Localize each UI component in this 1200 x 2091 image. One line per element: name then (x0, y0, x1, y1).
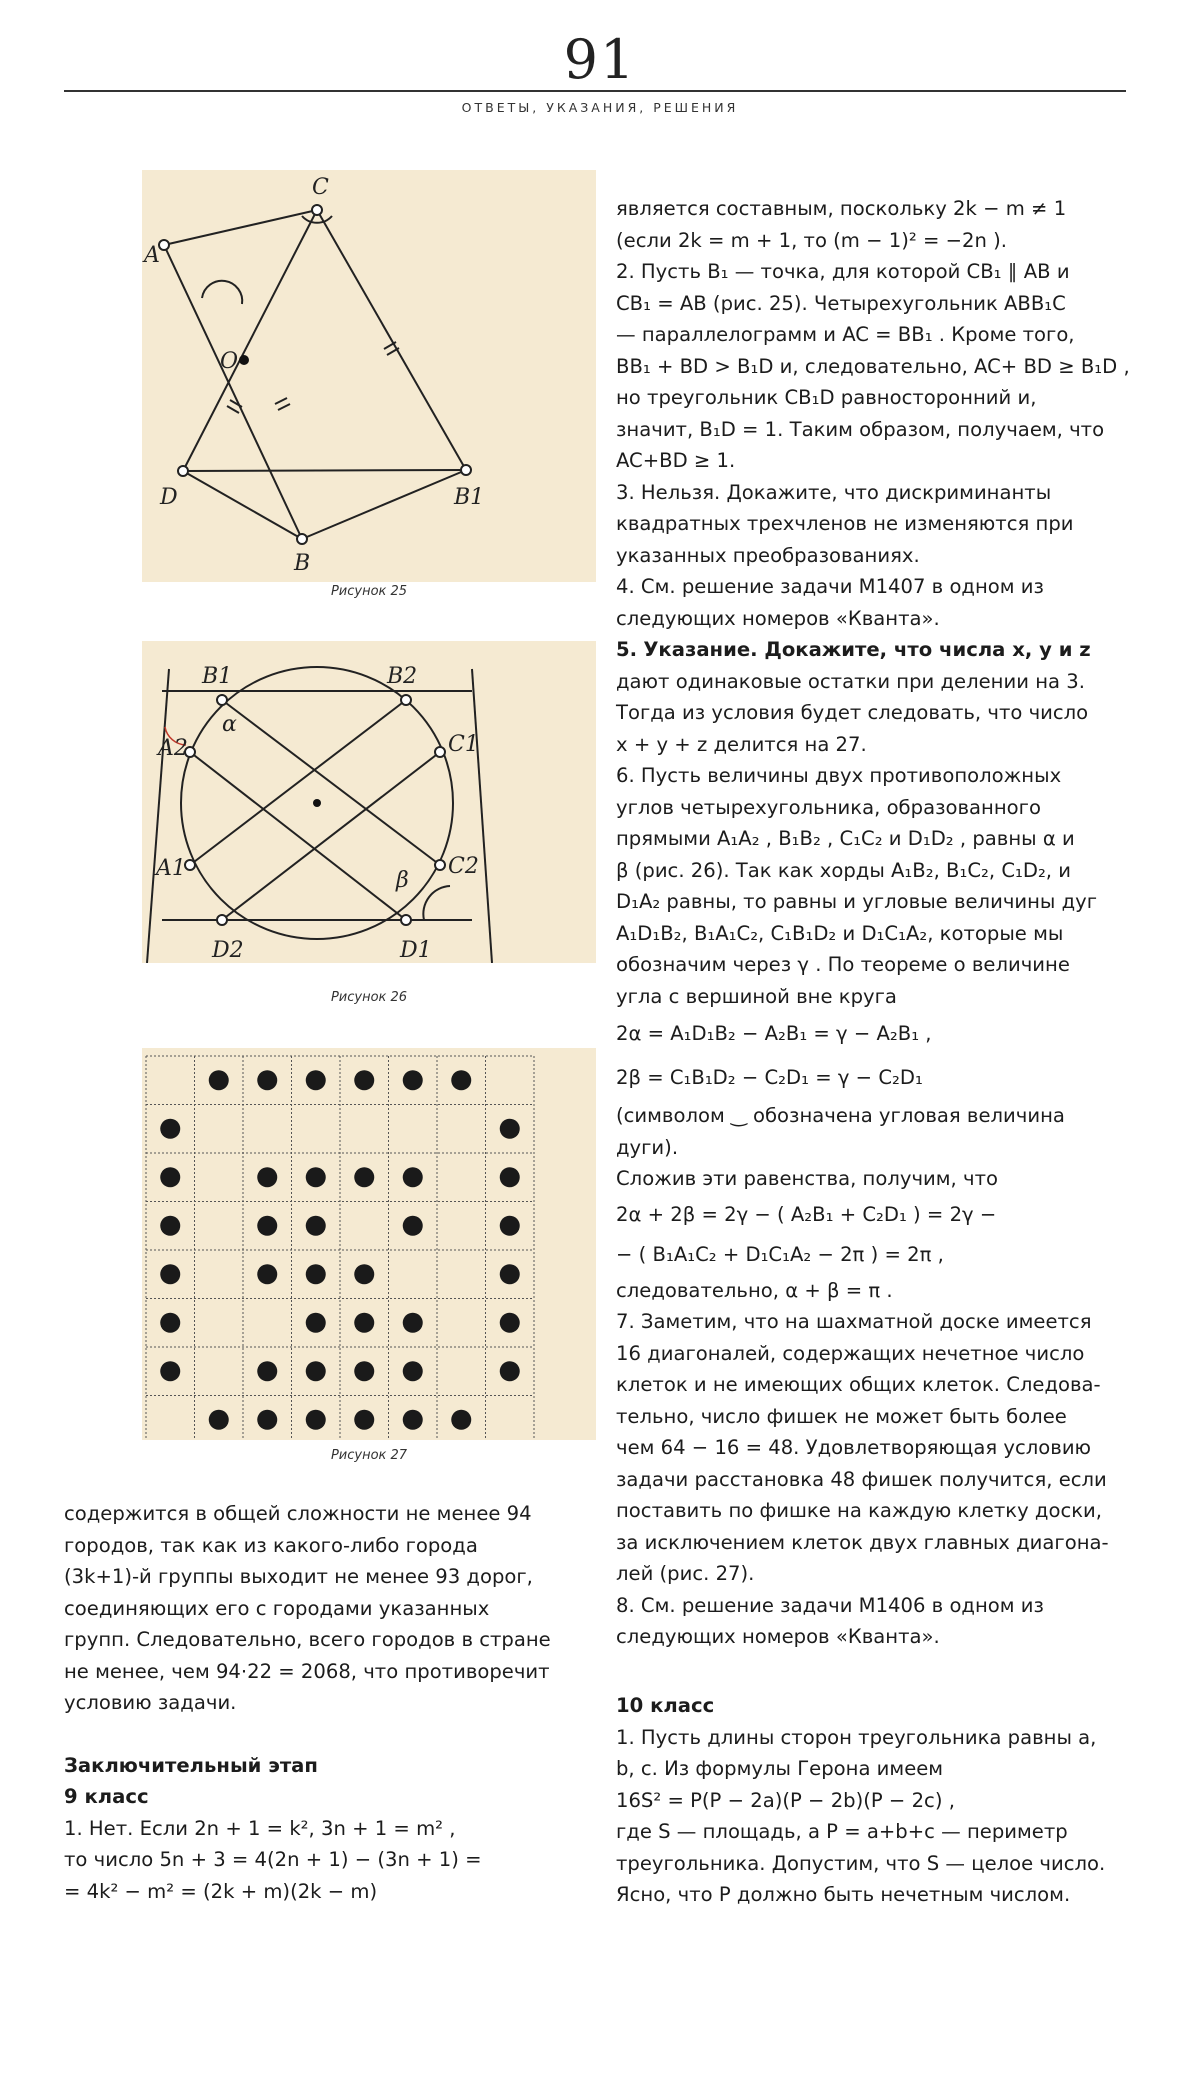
class-title: 10 класс (616, 1694, 715, 1717)
chip (306, 1070, 326, 1090)
text-line: (3k+1)-й группы выходит не менее 93 дорог, (64, 1565, 533, 1588)
text-line: лей (рис. 27). (616, 1562, 755, 1585)
chip (209, 1410, 229, 1430)
label-b: B (294, 551, 311, 576)
figure-25 (142, 170, 596, 582)
label-d1: D1 (400, 938, 432, 963)
text-line: D₁A₂ равны, то равны и угловые величины дуг (616, 890, 1098, 913)
figure-27-board (142, 1048, 596, 1440)
text-line: 2. Пусть B₁ — точка, для которой CB₁ ∥ AB и (616, 260, 1070, 283)
chip (500, 1361, 520, 1381)
text-line: угла с вершиной вне круга (616, 984, 897, 1008)
point-b1 (461, 465, 471, 475)
text-line: дуги). (616, 1135, 679, 1159)
text-line: квадратных трехчленов не изменяются при (616, 512, 1074, 535)
chip (257, 1216, 277, 1236)
figure-26 (142, 641, 596, 963)
text-line: клеток и не имеющих общих клеток. Следова- (616, 1373, 1101, 1396)
text-line: прямыми A₁A₂ , B₁B₂ , C₁C₂ и D₁D₂ , равны α и (616, 827, 1075, 850)
header-rule (64, 90, 1126, 92)
page-number: 91 (563, 28, 637, 91)
chip (354, 1361, 374, 1381)
text-line-hint (616, 634, 1136, 666)
text-line: но треугольник CB₁D равносторонний и, (616, 386, 1037, 409)
text-line: — параллелограмм и AC = BB₁ . Кроме того, (616, 323, 1075, 346)
chip (306, 1410, 326, 1430)
text-line: (символом ‿ обозначена угловая величина (616, 1104, 1065, 1127)
text-line: указанных преобразованиях. (616, 543, 920, 567)
text-line: 8. См. решение задачи М1406 в одном из (616, 1593, 1044, 1617)
text-line: значит, B₁D = 1. Таким образом, получаем, что (616, 417, 1105, 441)
label-beta: β (396, 868, 409, 893)
text-line: CB₁ = AB (рис. 25). Четырехугольник ABB₁C (616, 291, 1066, 315)
chip (160, 1167, 180, 1187)
point-a (159, 240, 169, 250)
chip (403, 1410, 423, 1430)
text-line: дают одинаковые остатки при делении на 3. (616, 669, 1085, 693)
chip (209, 1070, 229, 1090)
label-alpha: α (222, 712, 237, 737)
text-line: 6. Пусть величины двух противоположных (616, 764, 1062, 787)
chip (257, 1167, 277, 1187)
chip (160, 1216, 180, 1236)
text-line: 4. См. решение задачи М1407 в одном из (616, 575, 1044, 598)
chip (257, 1070, 277, 1090)
text-line: Тогда из условия будет следовать, что число (616, 701, 1089, 724)
text-line: является составным, поскольку 2k − m ≠ 1 (616, 197, 1067, 220)
chip (160, 1264, 180, 1284)
text-line: за исключением клеток двух главных диагона- (616, 1530, 1109, 1554)
text-line: чем 64 − 16 = 48. Удовлетворяющая условию (616, 1436, 1092, 1459)
label-c1: C1 (448, 732, 479, 757)
chip (306, 1264, 326, 1284)
text-line: = 4k² − m² = (2k + m)(2k − m) (64, 1879, 378, 1903)
figure-26-drawing (142, 641, 596, 963)
point-c (312, 205, 322, 215)
point-b (297, 534, 307, 544)
label-b1: B1 (454, 485, 485, 510)
chip (160, 1313, 180, 1333)
chip (257, 1264, 277, 1284)
chip (257, 1361, 277, 1381)
text-line: BB₁ + BD > B₁D и, следовательно, AC+ BD ≥ B₁D , (616, 354, 1130, 378)
chip (306, 1313, 326, 1333)
chip (500, 1119, 520, 1139)
text-line: A₁D₁B₂, B₁A₁C₂, C₁B₁D₂ и D₁C₁A₂, которые мы (616, 921, 1064, 945)
text-line: следовательно, α + β = π . (616, 1278, 893, 1302)
chip (354, 1167, 374, 1187)
figure-27 (142, 1048, 596, 1440)
label-b1: B1 (202, 664, 233, 689)
text-line: условию задачи. (64, 1691, 237, 1714)
item-number: 5. (616, 638, 638, 661)
text-line: городов, так как из какого-либо города (64, 1533, 478, 1557)
text-line: обозначим через γ . По теореме о величине (616, 953, 1070, 976)
text-line: Ясно, что P должно быть нечетным числом. (616, 1883, 1071, 1906)
text-line: 3. Нельзя. Докажите, что дискриминанты (616, 480, 1052, 504)
running-title: ОТВЕТЫ, УКАЗАНИЯ, РЕШЕНИЯ (461, 100, 739, 115)
hint-text: Указание. Докажите, что числа x, y и z (643, 638, 1091, 661)
label-c2: C2 (448, 854, 479, 879)
formula-line: 2α = A₁D₁B₂ − A₂B₁ = γ − A₂B₁ , (616, 1022, 932, 1045)
figure-25-drawing (142, 170, 596, 582)
text-line: Сложив эти равенства, получим, что (616, 1167, 998, 1190)
text-line: 16S² = P(P − 2a)(P − 2b)(P − 2c) , (616, 1788, 955, 1812)
text-line: b, c. Из формулы Герона имеем (616, 1757, 944, 1780)
figure-25-caption: Рисунок 25 (330, 584, 408, 599)
label-o: O (220, 349, 239, 374)
label-a: A (144, 243, 160, 268)
right-column-text (616, 193, 1136, 1653)
text-line: β (рис. 26). Так как хорды A₁B₂, B₁C₂, C₁D₂, и (616, 858, 1071, 882)
point-d (178, 466, 188, 476)
label-c: C (312, 175, 329, 200)
text-line: тельно, число фишек не может быть более (616, 1404, 1067, 1428)
chip (500, 1264, 520, 1284)
formula-line: 2α + 2β = 2γ − ( A₂B₁ + C₂D₁ ) = 2γ − (616, 1202, 997, 1226)
chip (354, 1070, 374, 1090)
chip (160, 1119, 180, 1139)
formula-line: 2β = C₁B₁D₂ − C₂D₁ = γ − C₂D₁ (616, 1066, 923, 1089)
right-column-lower-text (616, 1690, 1136, 1911)
text-line: AC+BD ≥ 1. (616, 449, 736, 472)
chip (354, 1264, 374, 1284)
point-o (239, 355, 249, 365)
text-line: следующих номеров «Кванта». (616, 1625, 940, 1648)
chip (306, 1167, 326, 1187)
text-line: содержится в общей сложности не менее 94 (64, 1502, 532, 1525)
figure-26-caption: Рисунок 26 (330, 990, 408, 1005)
left-column-lower-text (64, 1498, 584, 1907)
figure-27-caption: Рисунок 27 (330, 1448, 408, 1463)
text-line: соединяющих его с городами указанных (64, 1596, 490, 1620)
label-b2: B2 (387, 664, 418, 689)
chip (403, 1167, 423, 1187)
formula-line: − ( B₁A₁C₂ + D₁C₁A₂ − 2π ) = 2π , (616, 1242, 944, 1266)
chip (500, 1167, 520, 1187)
chip (306, 1216, 326, 1236)
chip (257, 1410, 277, 1430)
circle-center (313, 799, 321, 807)
chip (403, 1313, 423, 1333)
text-line: поставить по фишке на каждую клетку доски, (616, 1499, 1103, 1522)
section-title: Заключительный этап (64, 1753, 318, 1777)
chip (306, 1361, 326, 1381)
chip (451, 1070, 471, 1090)
text-line: углов четырехугольника, образованного (616, 795, 1041, 819)
chip (160, 1361, 180, 1381)
text-line: то число 5n + 3 = 4(2n + 1) − (3n + 1) = (64, 1848, 482, 1871)
text-line: треугольника. Допустим, что S — целое число. (616, 1851, 1106, 1875)
label-a1: A1 (156, 856, 186, 881)
text-line: 16 диагоналей, содержащих нечетное число (616, 1341, 1085, 1365)
label-a2: A2 (158, 736, 188, 761)
text-line: следующих номеров «Кванта». (616, 606, 940, 630)
text-line: где S — площадь, а P = a+b+c — периметр (616, 1820, 1068, 1843)
label-d2: D2 (212, 938, 244, 963)
label-d: D (160, 485, 178, 510)
text-line: 1. Нет. Если 2n + 1 = k², 3n + 1 = m² , (64, 1816, 456, 1840)
chip (354, 1410, 374, 1430)
text-line: 1. Пусть длины сторон треугольника равны a, (616, 1725, 1097, 1749)
chip (451, 1410, 471, 1430)
chip (403, 1216, 423, 1236)
text-line: 7. Заметим, что на шахматной доске имеется (616, 1310, 1092, 1333)
chip (500, 1313, 520, 1333)
chip (500, 1216, 520, 1236)
text-line: групп. Следовательно, всего городов в стране (64, 1628, 551, 1651)
class-title: 9 класс (64, 1785, 149, 1808)
text-line: не менее, чем 94·22 = 2068, что противоречит (64, 1659, 550, 1683)
text-line: (если 2k = m + 1, то (m − 1)² = −2n ). (616, 228, 1008, 252)
chip (403, 1361, 423, 1381)
chip (403, 1070, 423, 1090)
text-line: x + y + z делится на 27. (616, 732, 867, 756)
chip (354, 1313, 374, 1333)
text-line: задачи расстановка 48 фишек получится, если (616, 1467, 1107, 1491)
